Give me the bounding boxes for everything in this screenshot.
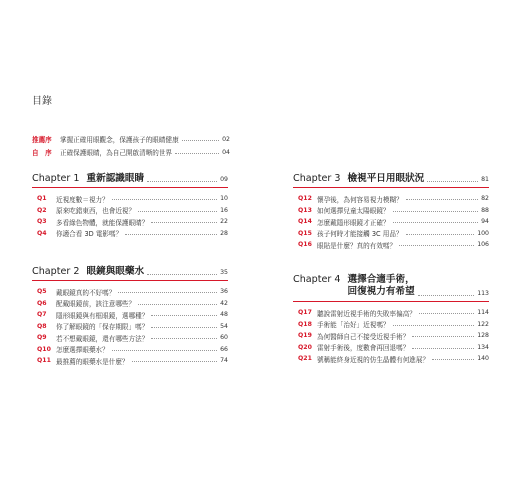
dotted-leader xyxy=(147,274,217,275)
dotted-leader xyxy=(406,199,478,200)
dotted-leader xyxy=(151,338,217,339)
question-number: Q1 xyxy=(37,195,47,203)
toc-heading: 目錄 xyxy=(32,96,52,107)
page-number: 106 xyxy=(477,241,489,249)
page-number: 60 xyxy=(220,334,228,342)
page-number: 36 xyxy=(220,288,228,296)
dotted-leader xyxy=(138,304,217,305)
question-row[interactable] xyxy=(293,307,489,319)
question-number: Q14 xyxy=(298,218,312,226)
dotted-leader xyxy=(393,211,479,212)
question-row[interactable] xyxy=(293,228,489,240)
page-number: 128 xyxy=(477,332,489,340)
question-text: 眼貼是什麼？真的有效嗎？ xyxy=(317,241,397,250)
chapter-title-row[interactable] xyxy=(293,274,489,298)
question-number: Q8 xyxy=(37,322,47,330)
question-text: 你適合看 3D 電影嗎？ xyxy=(56,230,123,239)
question-text: 懷孕後，為何容易視力模糊？ xyxy=(317,195,403,204)
question-number: Q6 xyxy=(37,299,47,307)
front-matter-foreword[interactable] xyxy=(32,134,230,144)
chapter-2 xyxy=(32,263,228,367)
dotted-leader xyxy=(393,325,475,326)
question-number: Q10 xyxy=(37,345,51,353)
dotted-leader xyxy=(406,234,475,235)
question-number: Q11 xyxy=(37,357,51,365)
front-matter-label: 自 序 xyxy=(32,149,52,157)
question-number: Q2 xyxy=(37,206,47,214)
dotted-leader xyxy=(182,140,219,141)
question-number: Q9 xyxy=(37,334,47,342)
chapter-title-row[interactable] xyxy=(32,263,228,277)
page-number: 82 xyxy=(481,195,489,203)
dotted-leader xyxy=(151,222,217,223)
page-number: 04 xyxy=(222,148,230,156)
dotted-leader xyxy=(118,292,217,293)
question-text: 近視度數＝視力？ xyxy=(56,195,109,204)
question-row[interactable] xyxy=(293,330,489,342)
question-text: 最推薦的眼藥水是什麼？ xyxy=(56,357,129,366)
dotted-leader xyxy=(399,245,474,246)
question-row[interactable] xyxy=(32,193,228,205)
question-number: Q20 xyxy=(298,343,312,351)
question-text: 如何選擇兒童太陽眼鏡？ xyxy=(317,207,390,216)
chapter-title: 選擇合適手術， xyxy=(347,274,415,285)
chapter-number: Chapter 4 xyxy=(293,274,341,285)
dotted-leader xyxy=(112,350,217,351)
question-text: 號稱能終身近視的仿生晶體有何進展？ xyxy=(317,355,430,364)
dotted-leader xyxy=(393,222,479,223)
question-text: 聽說雷射近視手術的失敗率偏高？ xyxy=(317,309,416,318)
dotted-leader xyxy=(418,295,475,296)
chapter-title-row[interactable] xyxy=(32,170,228,184)
page-number: 35 xyxy=(220,269,228,276)
dotted-leader xyxy=(147,181,217,182)
question-row[interactable] xyxy=(293,216,489,228)
page-number: 02 xyxy=(222,135,230,143)
question-row[interactable] xyxy=(32,344,228,356)
front-matter-text: 掌握正確用眼觀念，保護孩子的眼睛健康 xyxy=(60,136,179,144)
page-number: 66 xyxy=(220,345,228,353)
chapter-1 xyxy=(32,170,228,239)
dotted-leader xyxy=(125,234,217,235)
page-number: 22 xyxy=(220,218,228,226)
question-row[interactable] xyxy=(32,286,228,298)
dotted-leader xyxy=(427,181,478,182)
question-number: Q15 xyxy=(298,229,312,237)
question-number: Q5 xyxy=(37,288,47,296)
front-matter-text: 正確保護眼睛，為自己開啟清晰的世界 xyxy=(60,149,173,157)
question-row[interactable] xyxy=(293,205,489,217)
question-row[interactable] xyxy=(32,228,228,240)
question-text: 戴眼鏡真的不好嗎？ xyxy=(56,288,116,297)
page-number: 100 xyxy=(477,229,489,237)
question-text: 雷射手術後，度數會再回退嗎？ xyxy=(317,344,410,353)
question-number: Q12 xyxy=(298,195,312,203)
question-row[interactable] xyxy=(32,321,228,333)
page-number: 81 xyxy=(481,176,489,183)
question-text: 多看綠色物體，就能保護眼睛？ xyxy=(56,218,149,227)
page-number: 10 xyxy=(220,195,228,203)
question-number: Q13 xyxy=(298,206,312,214)
chapter-3 xyxy=(293,170,489,251)
question-number: Q21 xyxy=(298,355,312,363)
dotted-leader xyxy=(419,313,474,314)
page-number: 74 xyxy=(220,357,228,365)
question-row[interactable] xyxy=(32,355,228,367)
question-row[interactable] xyxy=(32,309,228,321)
question-text: 孩子何時才能接觸 3C 用品？ xyxy=(317,230,403,239)
dotted-leader xyxy=(112,199,217,200)
question-number: Q17 xyxy=(298,309,312,317)
dotted-leader xyxy=(138,211,217,212)
question-text: 你了解眼鏡的「保存期限」嗎？ xyxy=(56,323,149,332)
page-number: 42 xyxy=(220,299,228,307)
question-text: 原來吃錯東西，也會近視？ xyxy=(56,207,136,216)
question-row[interactable] xyxy=(293,353,489,365)
page-number: 113 xyxy=(477,290,489,297)
question-number: Q3 xyxy=(37,218,47,226)
page-number: 28 xyxy=(220,229,228,237)
question-row[interactable] xyxy=(32,205,228,217)
question-row[interactable] xyxy=(32,298,228,310)
page-number: 48 xyxy=(220,311,228,319)
question-row[interactable] xyxy=(293,193,489,205)
question-number: Q7 xyxy=(37,311,47,319)
dotted-leader xyxy=(412,348,474,349)
question-number: Q19 xyxy=(298,332,312,340)
chapter-title: 檢視平日用眼狀況 xyxy=(347,173,425,184)
question-text: 怎麼戴隱形眼鏡才正確？ xyxy=(317,218,390,227)
chapter-number: Chapter 3 xyxy=(293,173,341,184)
dotted-leader xyxy=(412,336,474,337)
page-number: 122 xyxy=(477,320,489,328)
dotted-leader xyxy=(175,153,219,154)
question-row[interactable] xyxy=(293,319,489,331)
chapter-number: Chapter 2 xyxy=(32,266,80,277)
question-number: Q16 xyxy=(298,241,312,249)
chapter-title-line2: 回復視力有希望 xyxy=(347,286,415,297)
page-number: 134 xyxy=(477,343,489,351)
question-row[interactable] xyxy=(32,216,228,228)
question-row[interactable] xyxy=(32,332,228,344)
dotted-leader xyxy=(132,361,218,362)
chapter-title-row[interactable] xyxy=(293,170,489,184)
chapter-number: Chapter 1 xyxy=(32,173,80,184)
question-text: 若不想戴眼鏡，還有哪些方法？ xyxy=(56,334,149,343)
question-row[interactable] xyxy=(293,239,489,251)
page-number: 54 xyxy=(220,322,228,330)
question-number: Q18 xyxy=(298,320,312,328)
question-text: 配戴眼鏡前，該注意哪些？ xyxy=(56,300,136,309)
chapter-title: 眼鏡與眼藥水 xyxy=(86,266,145,277)
question-text: 為何醫師自己不接受近視手術？ xyxy=(317,332,410,341)
dotted-leader xyxy=(151,327,217,328)
dotted-leader xyxy=(151,315,217,316)
page-number: 94 xyxy=(481,218,489,226)
page-number: 16 xyxy=(220,206,228,214)
question-text: 怎麼選擇眼藥水？ xyxy=(56,346,109,355)
front-matter-label: 推薦序 xyxy=(32,136,52,144)
page-number: 09 xyxy=(220,176,228,183)
page-number: 114 xyxy=(477,309,489,317)
question-number: Q4 xyxy=(37,229,47,237)
question-text: 手術能「治好」近視嗎？ xyxy=(317,321,390,330)
page-number: 88 xyxy=(481,206,489,214)
page-number: 140 xyxy=(477,355,489,363)
question-row[interactable] xyxy=(293,342,489,354)
chapter-title: 重新認識眼睛 xyxy=(86,173,145,184)
chapter-4 xyxy=(293,274,489,365)
question-text: 隱形眼鏡與有框眼鏡，選哪種？ xyxy=(56,311,149,320)
front-matter-preface[interactable] xyxy=(32,147,230,157)
dotted-leader xyxy=(432,359,474,360)
